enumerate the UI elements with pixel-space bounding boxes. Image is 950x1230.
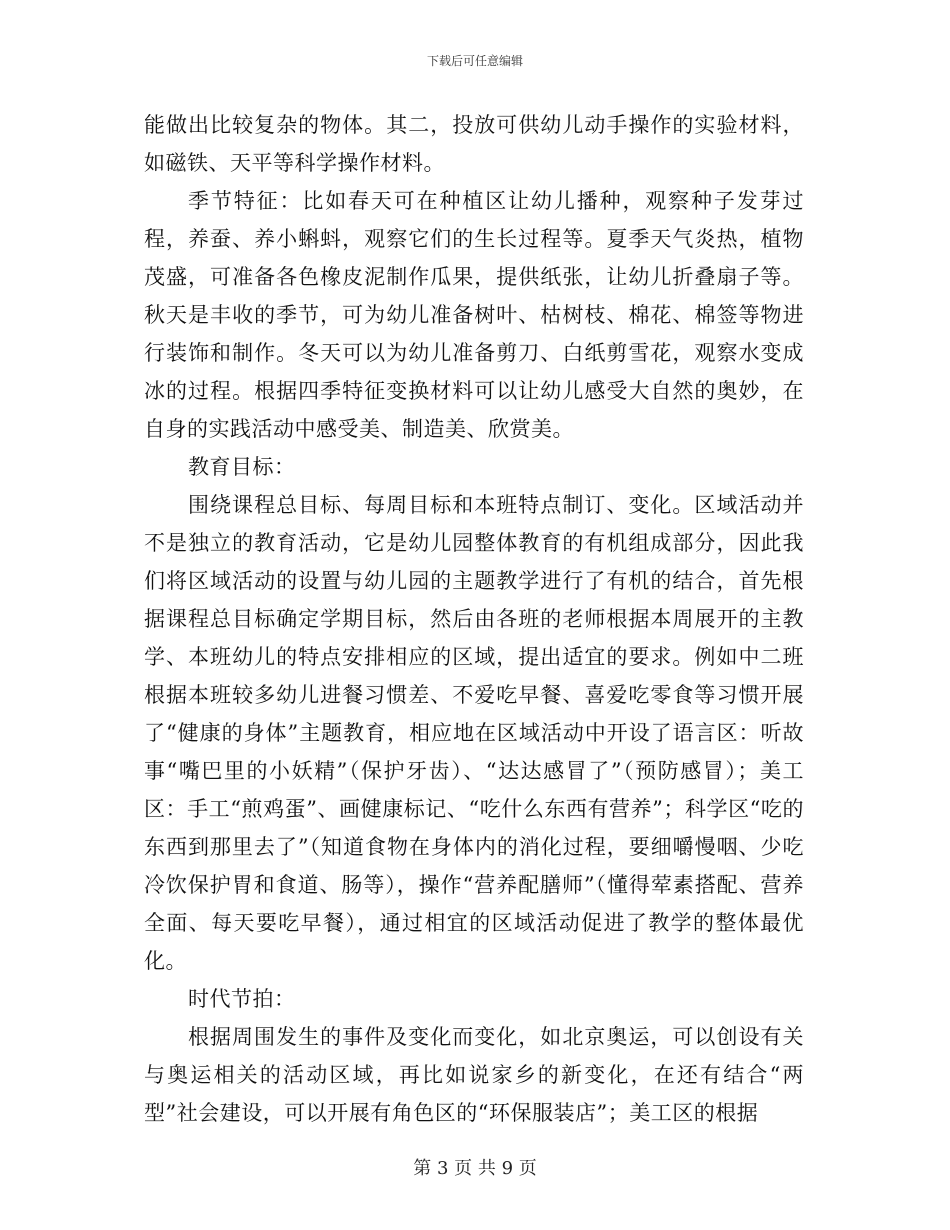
section-heading-era-rhythm: 时代节拍： (188, 987, 296, 1011)
section-heading-education-goals: 教育目标： (188, 455, 296, 479)
document-body (144, 106, 804, 1132)
paragraph-seasonal-features: 季节特征：比如春天可在种植区让幼儿播种，观察种子发芽过程，养蚕、养小蝌蚪，观察它们的生长过程等。夏季天气炎热，植物茂盛，可准备各色橡皮泥制作瓜果，提供纸张，让幼儿折叠扇子等。秋天是丰收的季节，可为幼儿准备树叶、枯树枝、棉花、棉签等物进行装饰和制作。冬天可以为幼儿准备剪刀、白纸剪雪花，观察水变成冰的过程。根据四季特征变换材料可以让幼儿感受大自然的奥妙，在自身的实践活动中感受美、制造美、欣赏美。 (144, 189, 804, 441)
paragraph-continuation: 能做出比较复杂的物体。其二，投放可供幼儿动手操作的实验材料，如磁铁、天平等科学操作材料。 (144, 113, 804, 175)
paragraph-era-rhythm: 根据周围发生的事件及变化而变化，如北京奥运，可以创设有关与奥运相关的活动区域，再比如说家乡的新变化，在还有结合“两型”社会建设，可以开展有角色区的“环保服装店”；美工区的根据 (144, 1025, 804, 1125)
page-header: 下载后可任意编辑 (426, 54, 523, 68)
paragraph-education-goals: 围绕课程总目标、每周目标和本班特点制订、变化。区域活动并不是独立的教育活动，它是幼儿园整体教育的有机组成部分，因此我们将区域活动的设置与幼儿园的主题教学进行了有机的结合，首先根据课程总目标确定学期目标，然后由各班的老师根据本周展开的主教学、本班幼儿的特点安排相应的区域，提出适宜的要求。例如中二班根据本班较多幼儿进餐习惯差、不爱吃早餐、喜爱吃零食等习惯开展了“健康的身体”主题教育，相应地在区域活动中开设了语言区：听故事“嘴巴里的小妖精”（保护牙齿）、“达达感冒了”（预防感冒）；美工区：手工“煎鸡蛋”、画健康标记、“吃什么东西有营养”；科学区“吃的东西到那里去了”（知道食物在身体内的消化过程，要细嚼慢咽、少吃冷饮保护胃和食道、肠等），操作“营养配膳师”（懂得荤素搭配、营养全面、每天要吃早餐），通过相宜的区域活动促进了教学的整体最优化。 (144, 493, 804, 973)
page-footer: 第 3 页 共 9 页 (413, 1158, 537, 1179)
